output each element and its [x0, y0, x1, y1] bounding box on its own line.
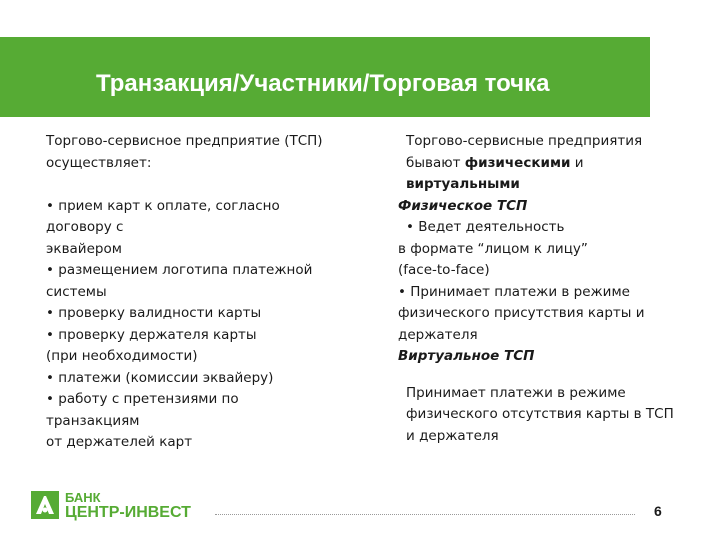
- bank-logo-line1: БАНК: [65, 490, 101, 505]
- page-number: 6: [654, 503, 662, 519]
- left-list-line: • работу с претензиями по: [46, 391, 239, 407]
- virtual-line: Принимает платежи в режиме: [406, 384, 626, 401]
- bank-logo-text: [65, 490, 191, 520]
- virtual-emphasis: виртуальными: [406, 176, 520, 192]
- physical-line: в формате “лицом к лицу”: [398, 240, 588, 257]
- left-list-line: от держателей карт: [46, 434, 193, 450]
- right-intro-line: Торгово-сервисные предприятия: [406, 133, 643, 149]
- virtual-line: физического отсутствия карты в ТСП: [406, 406, 674, 422]
- left-list-line: транзакциям: [46, 412, 140, 429]
- virtual-line: и держателя: [406, 427, 499, 444]
- left-list-line: • прием карт к оплате, согласно: [46, 197, 280, 214]
- left-intro-line: Торгово-сервисное предприятие (ТСП): [46, 133, 323, 149]
- right-column: [398, 131, 698, 447]
- left-list-line: • размещением логотипа платежной: [46, 262, 313, 278]
- right-intro-line: [398, 153, 698, 175]
- left-list-line: системы: [46, 283, 107, 300]
- left-intro: [46, 131, 366, 174]
- physical-line: • Принимает платежи в режиме: [398, 283, 630, 300]
- bank-logo: [30, 490, 191, 520]
- slide-title: Транзакция/Участники/Торговая точка: [96, 70, 550, 97]
- physical-line: физического присутствия карты и: [398, 305, 645, 321]
- physical-emphasis: физическими: [464, 154, 571, 171]
- right-intro-text: и: [570, 154, 584, 171]
- physical-line: • Ведет деятельность: [406, 219, 565, 235]
- left-list-line: • проверку валидности карты: [46, 305, 262, 321]
- bank-logo-icon: [30, 490, 60, 520]
- section-gap: [398, 368, 698, 383]
- left-column: [46, 131, 366, 454]
- left-list-line: • платежи (комиссии эквайеру): [46, 369, 274, 386]
- left-list-line: • проверку держателя карты: [46, 326, 257, 343]
- footer-divider: [215, 514, 635, 515]
- left-intro-line: осуществляет:: [46, 154, 152, 171]
- right-intro-text: бывают: [406, 154, 465, 171]
- physical-line: держателя: [398, 326, 478, 343]
- virtual-heading: Виртуальное ТСП: [398, 348, 535, 364]
- left-list-line: договору с: [46, 219, 124, 235]
- bank-logo-line2: ЦЕНТР-ИНВЕСТ: [65, 504, 191, 521]
- physical-line: (face-to-face): [398, 262, 490, 278]
- physical-heading: Физическое ТСП: [398, 197, 528, 214]
- left-list-line: (при необходимости): [46, 348, 198, 364]
- left-list-line: эквайером: [46, 240, 122, 257]
